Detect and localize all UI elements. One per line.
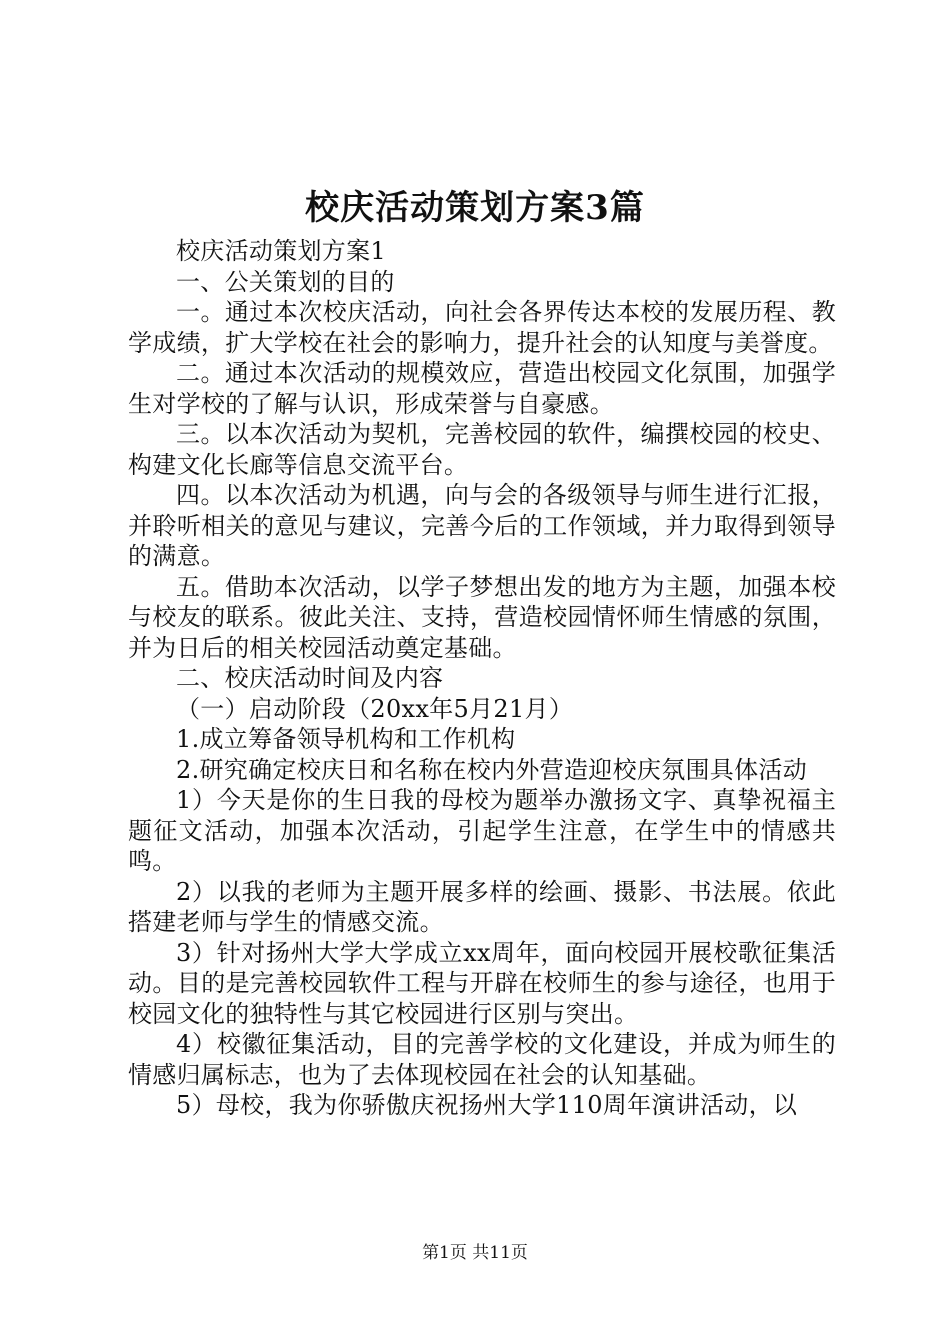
paragraph-activity-4: 4）校徽征集活动，目的完善学校的文化建设，并成为师生的情感归属标志，也为了去体现校园在社会的认知基础。 [128,1030,836,1089]
page-footer: 第1页 共11页 [422,1243,528,1263]
paragraph-activity-3: 3）针对扬州大学大学成立xx周年，面向校园开展校歌征集活动。目的是完善校园软件工程与开辟在校师生的参与途径，也用于校园文化的独特性与其它校园进行区别与突出。 [128,938,836,1028]
paragraph-plan-heading: 校庆活动策划方案1 [176,237,386,265]
paragraph-purpose-3: 三。以本次活动为契机，完善校园的软件，编撰校园的校史、构建文化长廊等信息交流平台。 [128,420,836,479]
paragraph-activity-2: 2）以我的老师为主题开展多样的绘画、摄影、书法展。依此搭建老师与学生的情感交流。 [128,877,836,936]
document-title: 校庆活动策划方案3篇 [305,188,645,228]
paragraph-purpose-5: 五。借助本次活动，以学子梦想出发的地方为主题，加强本校与校友的联系。彼此关注、支持，营造校园情怀师生情感的氛围，并为日后的相关校园活动奠定基础。 [128,572,836,662]
paragraph-section-2-heading: 二、校庆活动时间及内容 [176,664,444,692]
paragraph-section-1-heading: 一、公关策划的目的 [176,267,395,296]
document-body [128,236,836,1121]
paragraph-stage-1-heading: （一）启动阶段（20xx年5月21月） [176,694,574,723]
paragraph-activity-5: 5）母校，我为你骄傲庆祝扬州大学110周年演讲活动，以 [176,1091,798,1119]
paragraph-item-2: 2.研究确定校庆日和名称在校内外营造迎校庆氛围具体活动 [176,755,807,784]
paragraph-activity-1: 1）今天是你的生日我的母校为题举办激扬文字、真挚祝福主题征文活动，加强本次活动，引起学生注意，在学生中的情感共鸣。 [128,786,836,875]
paragraph-purpose-2: 二。通过本次活动的规模效应，营造出校园文化氛围，加强学生对学校的了解与认识，形成荣誉与自豪感。 [128,359,836,418]
paragraph-purpose-1: 一。通过本次校庆活动，向社会各界传达本校的发展历程、教学成绩，扩大学校在社会的影响力，提升社会的认知度与美誉度。 [128,298,836,357]
paragraph-purpose-4: 四。以本次活动为机遇，向与会的各级领导与师生进行汇报，并聆听相关的意见与建议，完善今后的工作领域，并力取得到领导的满意。 [128,481,836,570]
paragraph-item-1: 1.成立筹备领导机构和工作机构 [176,725,516,753]
